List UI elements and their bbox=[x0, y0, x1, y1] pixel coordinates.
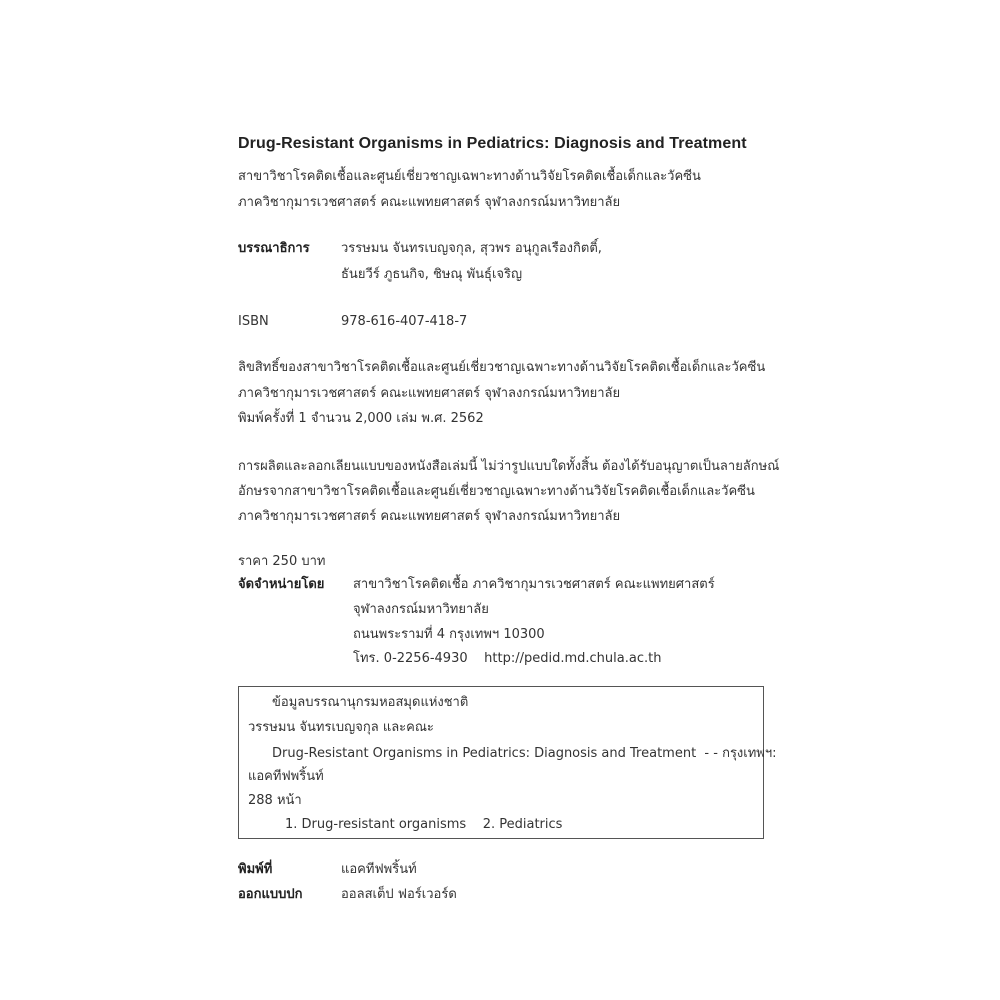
edition-line: พิมพ์ครั้งที่ 1 จำนวน 2,000 เล่ม พ.ศ. 2562 bbox=[238, 411, 484, 426]
cip-author: วรรษมน จันทรเบญจกุล และคณะ bbox=[248, 720, 434, 735]
cip-heading: ข้อมูลบรรณานุกรมหอสมุดแห่งชาติ bbox=[272, 695, 469, 710]
reproduction-line: การผลิตและลอกเลียนแบบของหนังสือเล่มนี้ ไม่ว่ารูปแบบใดทั้งสิ้น ต้องได้รับอนุญาตเป็นลายลักษณ์ bbox=[238, 459, 780, 474]
isbn-label: ISBN bbox=[238, 314, 269, 329]
cip-pages: 288 หน้า bbox=[248, 793, 302, 808]
distributor-address: ถนนพระรามที่ 4 กรุงเทพฯ 10300 bbox=[353, 627, 545, 642]
cip-title: Drug-Resistant Organisms in Pediatrics: Diagnosis and Treatment - - กรุงเทพฯ: bbox=[272, 746, 777, 761]
publisher-line: ภาควิชากุมารเวชศาสตร์ คณะแพทยศาสตร์ จุฬาลงกรณ์มหาวิทยาลัย bbox=[238, 195, 621, 210]
copyright-line: ลิขสิทธิ์ของสาขาวิชาโรคติดเชื้อและศูนย์เชี่ยวชาญเฉพาะทางด้านวิจัยโรคติดเชื้อเด็กและวัคซีน bbox=[238, 360, 766, 375]
editors-line: วรรษมน จันทรเบญจกุล, สุวพร อนุกูลเรืองกิตติ์, bbox=[341, 241, 602, 256]
cover-design-label: ออกแบบปก bbox=[238, 887, 303, 902]
distributor-label: จัดจำหน่ายโดย bbox=[238, 577, 325, 592]
distributor-line: จุฬาลงกรณ์มหาวิทยาลัย bbox=[353, 602, 489, 617]
cover-design-value: ออลสเต็ป ฟอร์เวอร์ด bbox=[341, 887, 457, 902]
cip-subjects: 1. Drug-resistant organisms 2. Pediatrics bbox=[285, 817, 563, 832]
book-title: Drug-Resistant Organisms in Pediatrics: Diagnosis and Treatment bbox=[238, 135, 747, 152]
publisher-line: สาขาวิชาโรคติดเชื้อและศูนย์เชี่ยวชาญเฉพาะทางด้านวิจัยโรคติดเชื้อเด็กและวัคซีน bbox=[238, 169, 701, 184]
copyright-line: ภาควิชากุมารเวชศาสตร์ คณะแพทยศาสตร์ จุฬาลงกรณ์มหาวิทยาลัย bbox=[238, 386, 621, 401]
printer-label: พิมพ์ที่ bbox=[238, 862, 273, 877]
reproduction-line: ภาควิชากุมารเวชศาสตร์ คณะแพทยศาสตร์ จุฬาลงกรณ์มหาวิทยาลัย bbox=[238, 509, 621, 524]
editors-line: ธันยวีร์ ภูธนกิจ, ชิษณุ พันธุ์เจริญ bbox=[341, 267, 523, 282]
editors-label: บรรณาธิการ bbox=[238, 241, 310, 256]
reproduction-line: อักษรจากสาขาวิชาโรคติดเชื้อและศูนย์เชี่ยวชาญเฉพาะทางด้านวิจัยโรคติดเชื้อเด็กและวัคซีน bbox=[238, 484, 755, 499]
price: ราคา 250 บาท bbox=[238, 554, 326, 569]
distributor-contact: โทร. 0-2256-4930 http://pedid.md.chula.ac.th bbox=[353, 651, 662, 666]
isbn-value: 978-616-407-418-7 bbox=[341, 314, 468, 329]
printer-value: แอคทีฟพริ้นท์ bbox=[341, 862, 417, 877]
cip-publisher: แอคทีฟพริ้นท์ bbox=[248, 769, 324, 784]
distributor-line: สาขาวิชาโรคติดเชื้อ ภาควิชากุมารเวชศาสตร์ คณะแพทยศาสตร์ bbox=[353, 577, 715, 592]
